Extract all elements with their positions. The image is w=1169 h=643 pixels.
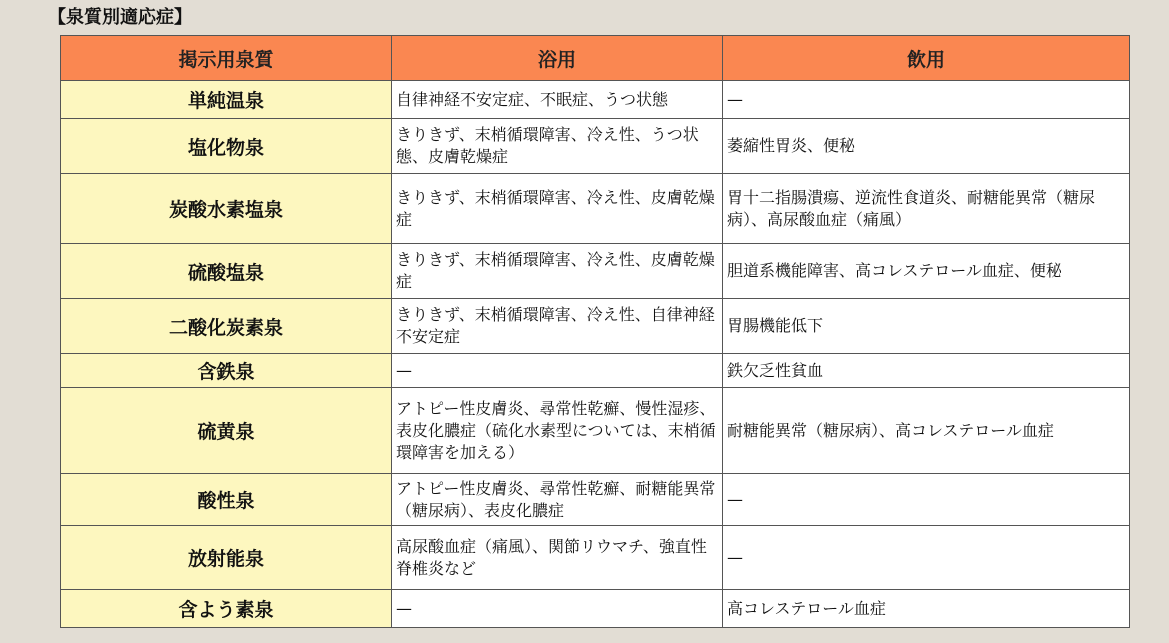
drinking-cell: 胃十二指腸潰瘍、逆流性食道炎、耐糖能異常（糖尿病）、高尿酸血症（痛風）	[723, 174, 1130, 244]
bathing-cell: アトピー性皮膚炎、尋常性乾癬、耐糖能異常（糖尿病）、表皮化膿症	[392, 474, 723, 526]
bathing-cell: きりきず、末梢循環障害、冷え性、皮膚乾燥症	[392, 174, 723, 244]
bathing-cell: 自律神経不安定症、不眠症、うつ状態	[392, 81, 723, 119]
indications-table	[60, 35, 1130, 628]
table-row	[61, 119, 1130, 174]
table-row	[61, 174, 1130, 244]
header-drinking: 飲用	[723, 36, 1130, 81]
table-row	[61, 474, 1130, 526]
drinking-cell: 胃腸機能低下	[723, 299, 1130, 354]
spring-type-cell: 単純温泉	[61, 81, 392, 119]
header-spring-type: 掲示用泉質	[61, 36, 392, 81]
table-row	[61, 299, 1130, 354]
bathing-cell: アトピー性皮膚炎、尋常性乾癬、慢性湿疹、表皮化膿症（硫化水素型については、末梢循環障害を加える）	[392, 388, 723, 474]
spring-type-cell: 塩化物泉	[61, 119, 392, 174]
drinking-cell: 耐糖能異常（糖尿病）、高コレステロール血症	[723, 388, 1130, 474]
bathing-cell: きりきず、末梢循環障害、冷え性、自律神経不安定症	[392, 299, 723, 354]
drinking-cell: 萎縮性胃炎、便秘	[723, 119, 1130, 174]
table-row	[61, 81, 1130, 119]
bathing-cell: きりきず、末梢循環障害、冷え性、うつ状態、皮膚乾燥症	[392, 119, 723, 174]
spring-type-cell: 炭酸水素塩泉	[61, 174, 392, 244]
table-row	[61, 526, 1130, 590]
bathing-cell: —	[392, 354, 723, 388]
drinking-cell: —	[723, 526, 1130, 590]
spring-type-cell: 含よう素泉	[61, 590, 392, 628]
bathing-cell: 高尿酸血症（痛風）、関節リウマチ、強直性脊椎炎など	[392, 526, 723, 590]
spring-type-cell: 硫黄泉	[61, 388, 392, 474]
bathing-cell: —	[392, 590, 723, 628]
drinking-cell: —	[723, 474, 1130, 526]
table-row	[61, 244, 1130, 299]
drinking-cell: 高コレステロール血症	[723, 590, 1130, 628]
header-row	[61, 36, 1130, 81]
drinking-cell: —	[723, 81, 1130, 119]
spring-type-cell: 酸性泉	[61, 474, 392, 526]
spring-type-cell: 放射能泉	[61, 526, 392, 590]
header-bathing: 浴用	[392, 36, 723, 81]
table-row	[61, 354, 1130, 388]
spring-type-cell: 含鉄泉	[61, 354, 392, 388]
table-row	[61, 388, 1130, 474]
drinking-cell: 鉄欠乏性貧血	[723, 354, 1130, 388]
page-title: 【泉質別適応症】	[48, 7, 192, 28]
bathing-cell: きりきず、末梢循環障害、冷え性、皮膚乾燥症	[392, 244, 723, 299]
spring-type-cell: 硫酸塩泉	[61, 244, 392, 299]
drinking-cell: 胆道系機能障害、高コレステロール血症、便秘	[723, 244, 1130, 299]
spring-type-cell: 二酸化炭素泉	[61, 299, 392, 354]
table-row	[61, 590, 1130, 628]
